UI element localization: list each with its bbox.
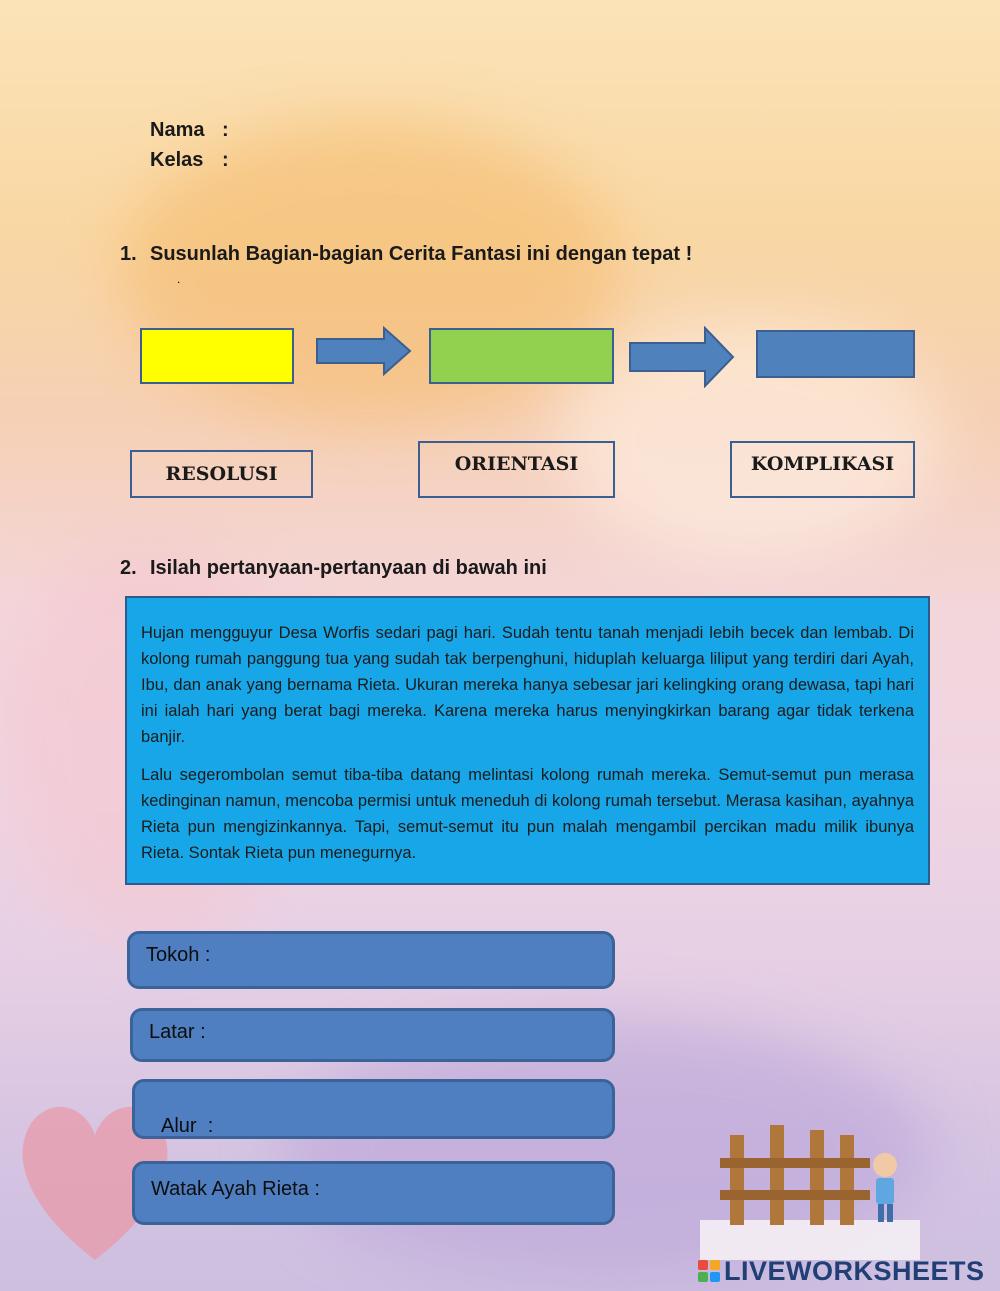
question1-text: Susunlah Bagian-bagian Cerita Fantasi ini dengan tepat ! xyxy=(150,243,693,265)
liveworksheets-wordmark: LIVEWORKSHEETS xyxy=(724,1255,985,1286)
name-label: Nama xyxy=(150,119,205,141)
question2-text: Isilah pertanyaan-pertanyaan di bawah ini xyxy=(150,557,547,579)
answer-latar-field[interactable] xyxy=(130,1008,615,1062)
drop-slot-1[interactable] xyxy=(140,328,294,384)
fence-illustration xyxy=(700,1120,920,1260)
question2-number: 2. xyxy=(120,557,137,579)
card-orientasi[interactable]: ORIENTASI xyxy=(418,441,615,498)
story-text-box xyxy=(125,596,930,885)
story-paragraph-1: Hujan mengguyur Desa Worfis sedari pagi hari. Sudah tentu tanah menjadi lebih becek dan lembab. Di kolong rumah panggung tua yang sudah tak berpenghuni, hiduplah keluarga liliput yang terdiri dari Ayah, Ibu, dan anak yang bernama Rieta. Ukuran mereka hanya sebesar jari kelingking orang dewasa, tapi hari ini ialah hari yang berat bagi mereka. Karena mereka harus menyingkirkan barang agar tidak terkena banjir. xyxy=(141,624,914,746)
answer-tokoh-field[interactable] xyxy=(127,931,615,989)
card-komplikasi[interactable]: KOMPLIKASI xyxy=(730,441,915,498)
right-arrow-icon xyxy=(627,326,737,388)
drop-slot-2[interactable] xyxy=(429,328,614,384)
answer-watak-label: Watak Ayah Rieta : xyxy=(151,1178,320,1200)
drop-slot-3[interactable] xyxy=(756,330,915,378)
question1-dot: . xyxy=(177,272,181,286)
class-colon: : xyxy=(222,149,229,171)
story-paragraph-2: Lalu segerombolan semut tiba-tiba datang melintasi kolong rumah mereka. Semut-semut pun merasa kedinginan namun, mencoba permisi untuk meneduh di kolong rumah tersebut. Merasa kasihan, ayahnya Rieta pun mengizinkannya. Tapi, semut-semut itu pun malah mengambil percikan madu milik ibunya Rieta. Sontak Rieta pun menegurnya. xyxy=(141,766,914,862)
card-resolusi[interactable]: RESOLUSI xyxy=(130,450,313,498)
name-colon: : xyxy=(222,119,229,141)
answer-tokoh-label: Tokoh : xyxy=(146,944,211,966)
answer-latar-label: Latar : xyxy=(149,1021,206,1043)
class-label: Kelas xyxy=(150,149,204,171)
liveworksheets-logo xyxy=(698,1255,985,1287)
answer-watak-field[interactable] xyxy=(132,1161,615,1225)
question1-number: 1. xyxy=(120,243,137,265)
answer-alur-field[interactable] xyxy=(132,1079,615,1139)
liveworksheets-mark-icon xyxy=(698,1260,720,1282)
right-arrow-icon xyxy=(314,326,414,376)
answer-alur-label: Alur : xyxy=(161,1115,214,1137)
